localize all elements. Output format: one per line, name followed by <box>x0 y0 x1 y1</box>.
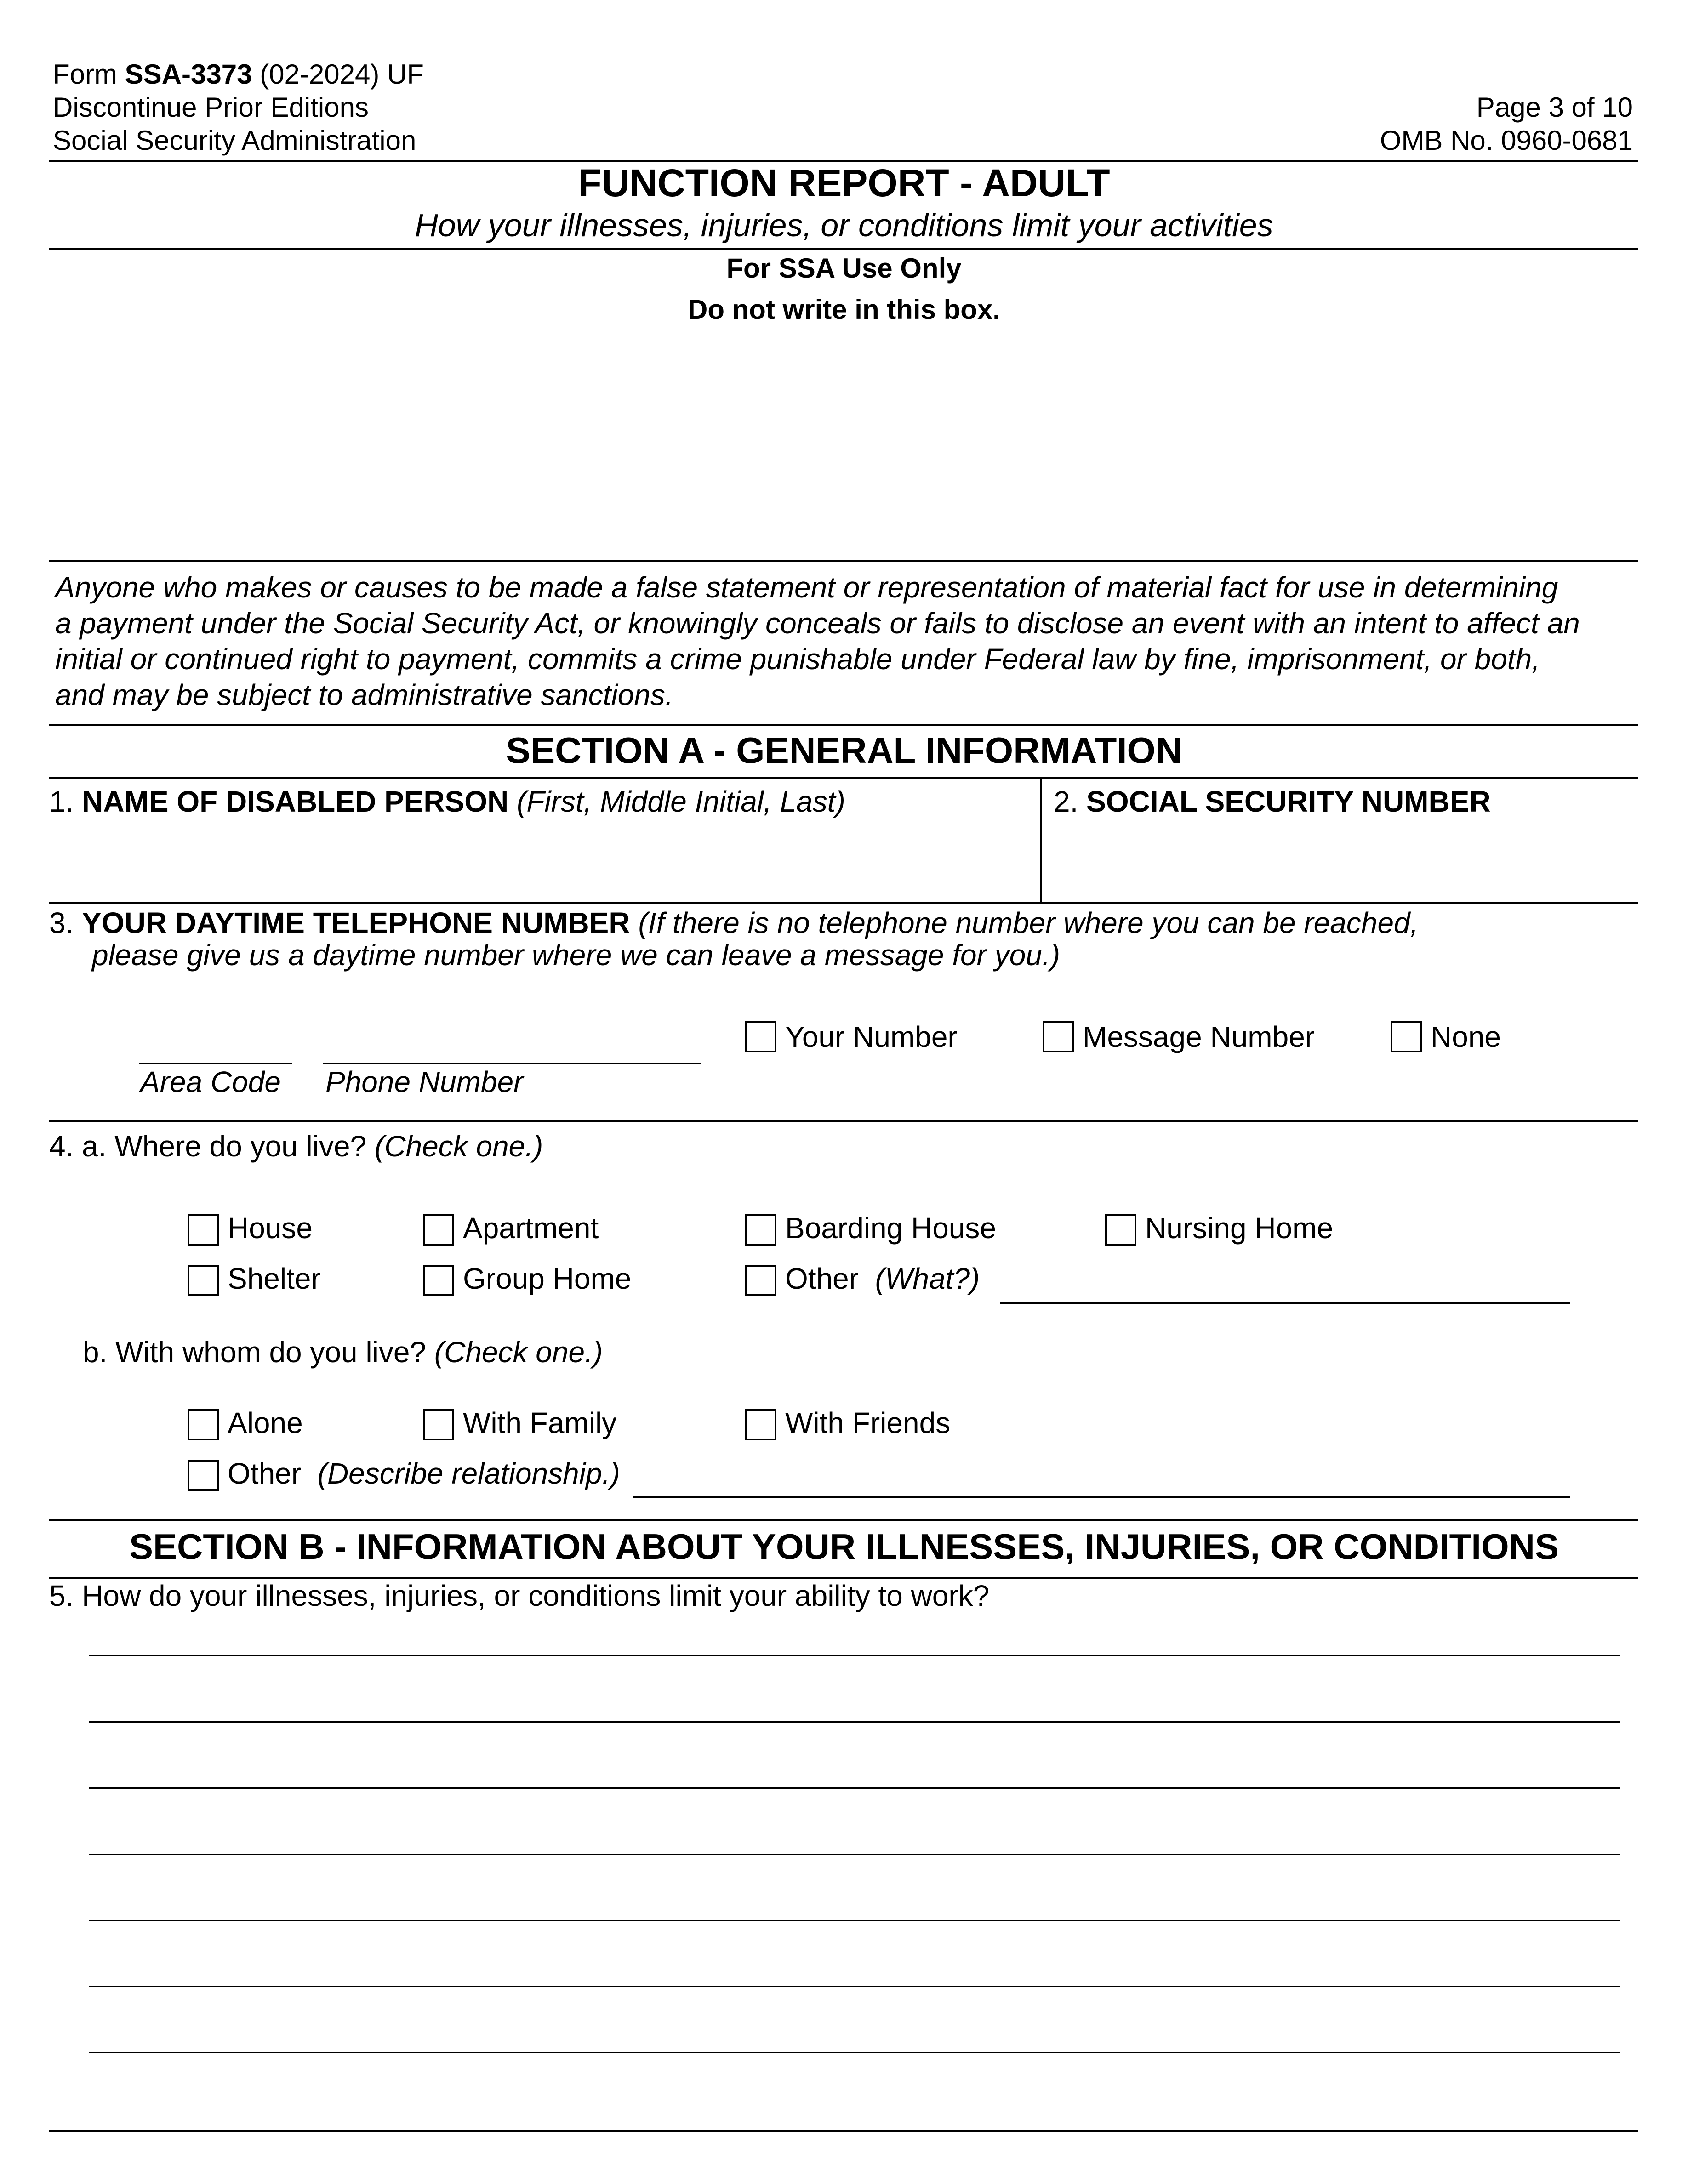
q2-label <box>1054 784 1491 819</box>
q4b-hint: (Check one.) <box>434 1336 603 1369</box>
other-relationship-text: Other <box>228 1457 302 1490</box>
q1-hint: (First, Middle Initial, Last) <box>508 785 845 818</box>
q1-label <box>49 784 845 819</box>
shelter-label: Shelter <box>228 1262 321 1295</box>
q4b-question: b. With whom do you live? <box>83 1336 434 1369</box>
message-number-checkbox[interactable] <box>1043 1021 1074 1052</box>
with-family-checkbox[interactable] <box>423 1409 454 1440</box>
omb-number: OMB No. 0960-0681 <box>1380 125 1633 156</box>
shelter-checkbox[interactable] <box>188 1265 219 1296</box>
agency-name: Social Security Administration <box>53 125 416 156</box>
q2-title: SOCIAL SECURITY NUMBER <box>1086 785 1491 818</box>
other-relationship-checkbox[interactable] <box>188 1460 219 1491</box>
q1-rule <box>49 902 1638 904</box>
q3-rule <box>49 1120 1638 1122</box>
name-field[interactable] <box>49 823 1038 901</box>
apartment-label: Apartment <box>463 1211 599 1245</box>
q4a-hint: (Check one.) <box>374 1130 543 1163</box>
page-number: Page 3 of 10 <box>1476 92 1633 123</box>
boarding-house-checkbox[interactable] <box>745 1214 776 1246</box>
q5-answer-line[interactable] <box>89 1721 1620 1723</box>
warning-rule <box>49 724 1638 726</box>
q5-answer-line[interactable] <box>89 1854 1620 1855</box>
q5-answer-line[interactable] <box>89 1986 1620 1987</box>
q5-answer-line[interactable] <box>89 1787 1620 1789</box>
message-number-label: Message Number <box>1083 1020 1315 1053</box>
q3-label <box>49 905 1418 940</box>
q3-hint-1: (If there is no telephone number where you can be reached, <box>630 906 1419 939</box>
your-number-label: Your Number <box>785 1020 958 1053</box>
section-a-title: SECTION A - GENERAL INFORMATION <box>506 730 1182 771</box>
other-relationship-hint: (Describe relationship.) <box>317 1457 620 1490</box>
q4b-label <box>83 1335 603 1370</box>
form-edition: (02-2024) UF <box>252 59 424 90</box>
page-subtitle: How your illnesses, injuries, or conditions limit your activities <box>415 207 1273 243</box>
with-friends-checkbox[interactable] <box>745 1409 776 1440</box>
other-residence-text: Other <box>785 1262 859 1295</box>
house-checkbox[interactable] <box>188 1214 219 1246</box>
q4a-question: 4. a. Where do you live? <box>49 1130 375 1163</box>
form-number: SSA-3373 <box>125 59 252 90</box>
form-prefix: Form <box>53 59 125 90</box>
ssa-do-not-write: Do not write in this box. <box>688 294 1000 325</box>
with-friends-label: With Friends <box>785 1406 951 1439</box>
warning-line-4: and may be subject to administrative sanctions. <box>55 678 673 711</box>
alone-checkbox[interactable] <box>188 1409 219 1440</box>
q1-title: NAME OF DISABLED PERSON <box>82 785 509 818</box>
other-relationship-label <box>228 1456 620 1491</box>
q4a-label <box>49 1129 543 1164</box>
page-title: FUNCTION REPORT - ADULT <box>578 161 1110 205</box>
group-home-label: Group Home <box>463 1262 632 1295</box>
q5-question: 5. How do your illnesses, injuries, or conditions limit your ability to work? <box>49 1579 990 1612</box>
bottom-rule <box>49 2130 1638 2132</box>
discontinue-note: Discontinue Prior Editions <box>53 92 369 123</box>
boarding-house-label: Boarding House <box>785 1211 996 1245</box>
q4-rule <box>49 1519 1638 1521</box>
ssa-use-box <box>49 340 1638 556</box>
other-residence-checkbox[interactable] <box>745 1265 776 1296</box>
ssn-field[interactable] <box>1044 823 1637 901</box>
q1-q2-divider <box>1040 778 1042 902</box>
phone-number-label: Phone Number <box>325 1065 524 1098</box>
title-rule <box>49 248 1638 250</box>
section-a-rule <box>49 777 1638 779</box>
other-residence-field[interactable] <box>1000 1302 1570 1304</box>
ssa-use-label: For SSA Use Only <box>726 253 962 284</box>
area-code-label: Area Code <box>140 1065 281 1098</box>
warning-line-2: a payment under the Social Security Act, or knowingly conceals or fails to disclose an event with an intent to affect an <box>55 607 1580 640</box>
alone-label: Alone <box>228 1406 303 1439</box>
q5-answer-line[interactable] <box>89 2052 1620 2053</box>
apartment-checkbox[interactable] <box>423 1214 454 1246</box>
ssa-box-rule <box>49 560 1638 562</box>
q3-number: 3. <box>49 906 82 939</box>
house-label: House <box>228 1211 313 1245</box>
other-residence-label <box>785 1261 980 1296</box>
warning-line-1: Anyone who makes or causes to be made a false statement or representation of material fact for use in determining <box>55 571 1558 604</box>
other-relationship-field[interactable] <box>633 1496 1570 1498</box>
q1-number: 1. <box>49 785 82 818</box>
q3-title: YOUR DAYTIME TELEPHONE NUMBER <box>82 906 630 939</box>
warning-line-3: initial or continued right to payment, commits a crime punishable under Federal law by fine, imprisonment, or both, <box>55 643 1540 676</box>
form-number-line <box>53 58 424 91</box>
other-residence-hint: (What?) <box>875 1262 980 1295</box>
with-family-label: With Family <box>463 1406 617 1439</box>
q2-number: 2. <box>1054 785 1087 818</box>
nursing-home-checkbox[interactable] <box>1105 1214 1136 1246</box>
group-home-checkbox[interactable] <box>423 1265 454 1296</box>
q5-answer-line[interactable] <box>89 1655 1620 1656</box>
none-label: None <box>1431 1020 1501 1053</box>
q5-answer-line[interactable] <box>89 1920 1620 1921</box>
q3-hint-2: please give us a daytime number where we can leave a message for you.) <box>92 938 1060 972</box>
section-b-title: SECTION B - INFORMATION ABOUT YOUR ILLNESSES, INJURIES, OR CONDITIONS <box>129 1526 1559 1567</box>
your-number-checkbox[interactable] <box>745 1021 776 1052</box>
nursing-home-label: Nursing Home <box>1145 1211 1334 1245</box>
none-checkbox[interactable] <box>1391 1021 1422 1052</box>
